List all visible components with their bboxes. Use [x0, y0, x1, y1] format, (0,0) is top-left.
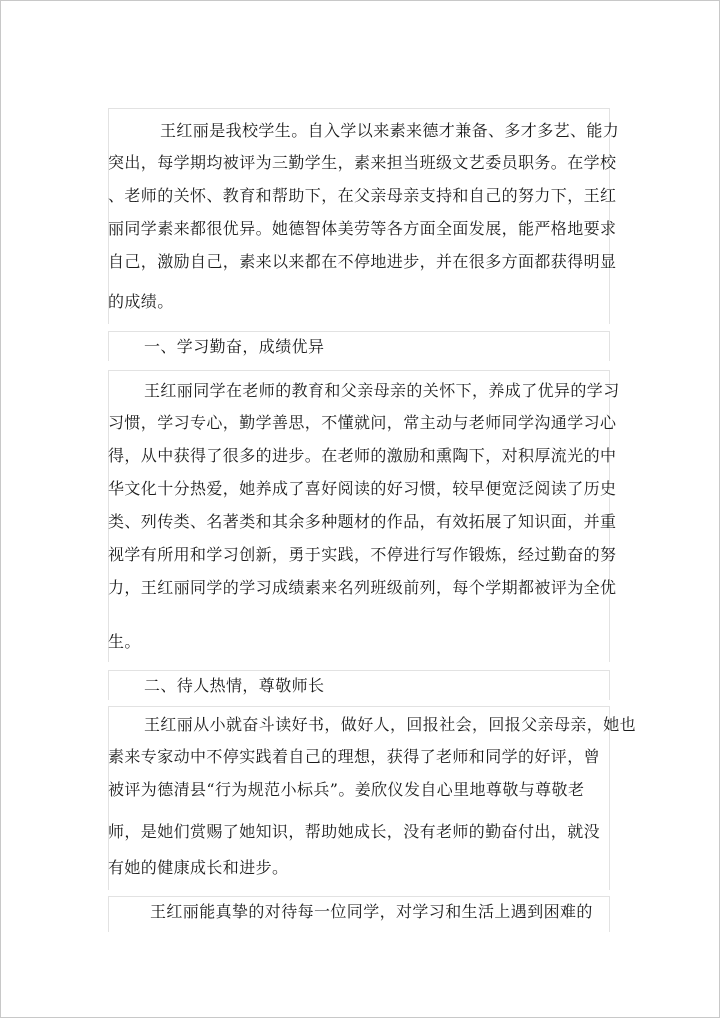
- paragraph-respect: [108, 706, 637, 890]
- paragraph-classmates: [108, 896, 610, 932]
- text-line: 生。: [108, 632, 141, 651]
- text-line: 王红丽能真挚的对待每一位同学，对学习和生活上遇到困难的: [150, 902, 593, 921]
- text-line: 有她的健康成长和进步。: [108, 858, 289, 877]
- text-line: 、老师的关怀、教育和帮助下，在父亲母亲支持和自己的努力下，王红: [108, 186, 617, 205]
- text-line: 师，是她们赏赐了她知识，帮助她成长，没有老师的勤奋付出，就没: [108, 822, 601, 841]
- text-line: 王红丽从小就奋斗读好书，做好人，回报社会，回报父亲母亲，她也: [144, 715, 637, 734]
- section-heading-2: [108, 670, 610, 700]
- paragraph-study: [108, 370, 620, 662]
- text-line: 力，王红丽同学的学习成绩素来名列班级前列，每个学期都被评为全优: [108, 578, 617, 597]
- paragraph-intro: [108, 108, 620, 324]
- text-line: 突出，每学期均被评为三勤学生，素来担当班级文艺委员职务。在学校: [108, 153, 617, 172]
- section-heading-text: 一、学习勤奋，成绩优异: [144, 337, 325, 356]
- text-line: 王红丽是我校学生。自入学以来素来德才兼备、多才多艺、能力: [160, 121, 620, 140]
- text-line: 类、列传类、名著类和其余多种题材的作品，有效拓展了知识面，并重: [108, 512, 617, 531]
- text-line: 王红丽同学在老师的教育和父亲母亲的关怀下，养成了优异的学习: [144, 381, 620, 400]
- text-line: 的成绩。: [108, 292, 174, 311]
- text-line: 得，从中获得了很多的进步。在老师的激励和熏陶下，对积厚流光的中: [108, 446, 617, 465]
- text-line: 被评为德清县“行为规范小标兵”。姜欣仪发自心里地尊敬与尊敬老: [108, 780, 585, 799]
- text-line: 习惯，学习专心，勤学善思，不懂就问，常主动与老师同学沟通学习心: [108, 413, 617, 432]
- text-line: 华文化十分热爱，她养成了喜好阅读的好习惯，较早便宽泛阅读了历史: [108, 479, 617, 498]
- section-heading-1: [108, 331, 610, 361]
- text-line: 视学有所用和学习创新，勇于实践，不停进行写作锻炼，经过勤奋的努: [108, 545, 617, 564]
- section-heading-text: 二、待人热情，尊敬师长: [144, 676, 325, 695]
- text-line: 自己，激励自己，素来以来都在不停地进步，并在很多方面都获得明显: [108, 252, 617, 271]
- text-line: 丽同学素来都很优异。她德智体美劳等各方面全面发展，能严格地要求: [108, 219, 617, 238]
- text-line: 素来专家动中不停实践着自己的理想，获得了老师和同学的好评，曾: [108, 747, 601, 766]
